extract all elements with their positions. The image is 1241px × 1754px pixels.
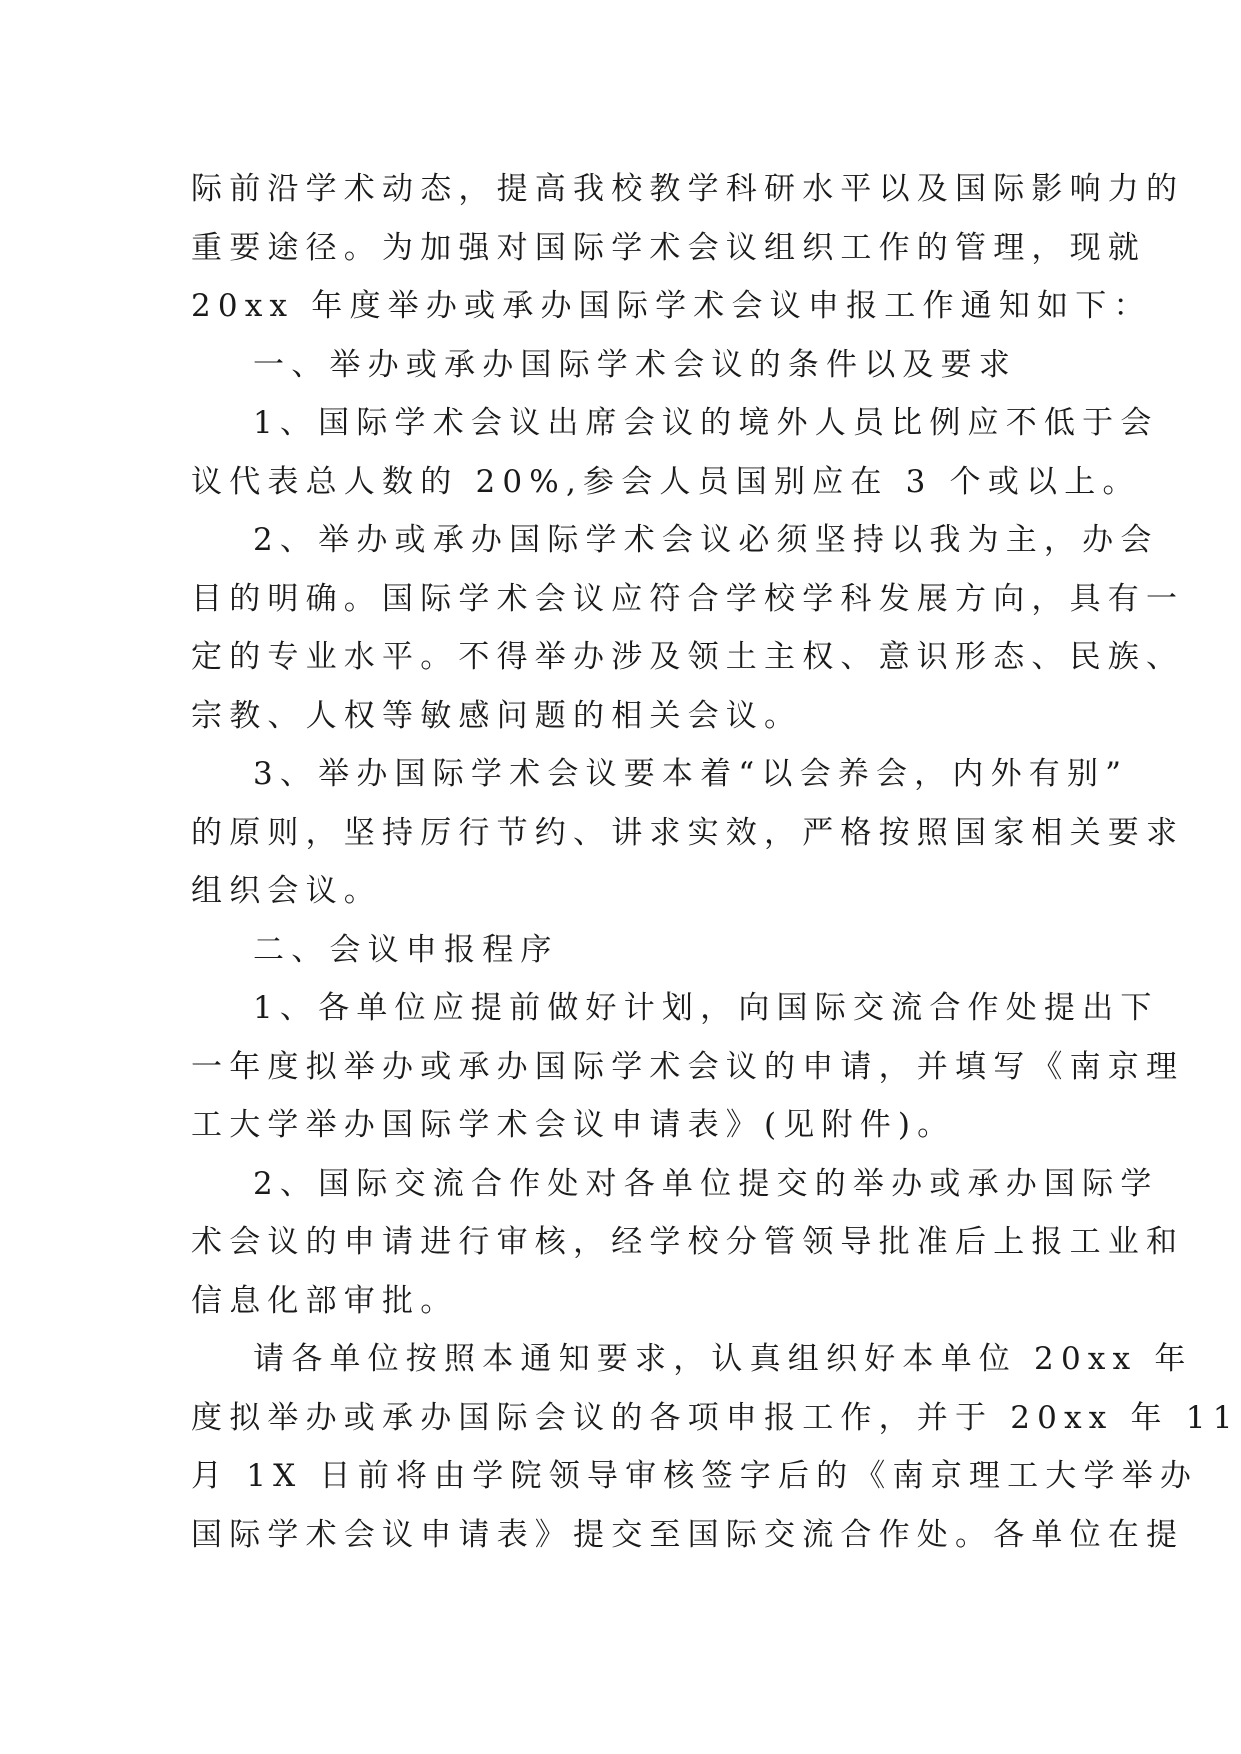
text-line: 2、国际交流合作处对各单位提交的举办或承办国际学 [253, 1165, 1159, 1202]
text-line: 国际学术会议申请表》提交至国际交流合作处。各单位在提 [191, 1516, 1185, 1553]
text-line: 宗教、人权等敏感问题的相关会议。 [191, 697, 803, 734]
text-line: 工大学举办国际学术会议申请表》(见附件)。 [191, 1107, 956, 1143]
text-line: 度拟举办或承办国际会议的各项申报工作，并于 20xx 年 11 [191, 1399, 1240, 1436]
text-line: 定的专业水平。不得举办涉及领土主权、意识形态、民族、 [191, 639, 1185, 675]
text-line: 20xx 年度举办或承办国际学术会议申报工作通知如下： [191, 288, 1152, 324]
text-line: 议代表总人数的 20%,参会人员国别应在 3 个或以上。 [191, 463, 1141, 500]
text-line: 目的明确。国际学术会议应符合学校学科发展方向，具有一 [191, 580, 1185, 617]
text-line: 2、举办或承办国际学术会议必须坚持以我为主，办会 [253, 522, 1159, 558]
text-line: 二、会议申报程序 [253, 931, 559, 968]
text-line: 一年度拟举办或承办国际学术会议的申请，并填写《南京理 [191, 1048, 1185, 1085]
text-line: 重要途径。为加强对国际学术会议组织工作的管理，现就 [191, 229, 1146, 266]
text-line: 信息化部审批。 [191, 1282, 459, 1319]
text-line: 术会议的申请进行审核，经学校分管领导批准后上报工业和 [191, 1224, 1185, 1260]
text-line: 月 1X 日前将由学院领导审核签字后的《南京理工大学举办 [191, 1458, 1199, 1494]
text-line: 1、国际学术会议出席会议的境外人员比例应不低于会 [253, 405, 1159, 441]
text-line: 组织会议。 [191, 873, 382, 909]
text-line: 一、举办或承办国际学术会议的条件以及要求 [253, 346, 1017, 383]
text-line: 1、各单位应提前做好计划，向国际交流合作处提出下 [253, 990, 1159, 1026]
text-line: 3、举办国际学术会议要本着“以会养会，内外有别” [253, 756, 1129, 792]
text-line: 请各单位按照本通知要求，认真组织好本单位 20xx 年 [253, 1341, 1193, 1377]
document-body [191, 160, 1240, 1564]
text-line: 际前沿学术动态，提高我校教学科研水平以及国际影响力的 [191, 171, 1185, 207]
text-line: 的原则，坚持厉行节约、讲求实效，严格按照国家相关要求 [191, 814, 1185, 851]
